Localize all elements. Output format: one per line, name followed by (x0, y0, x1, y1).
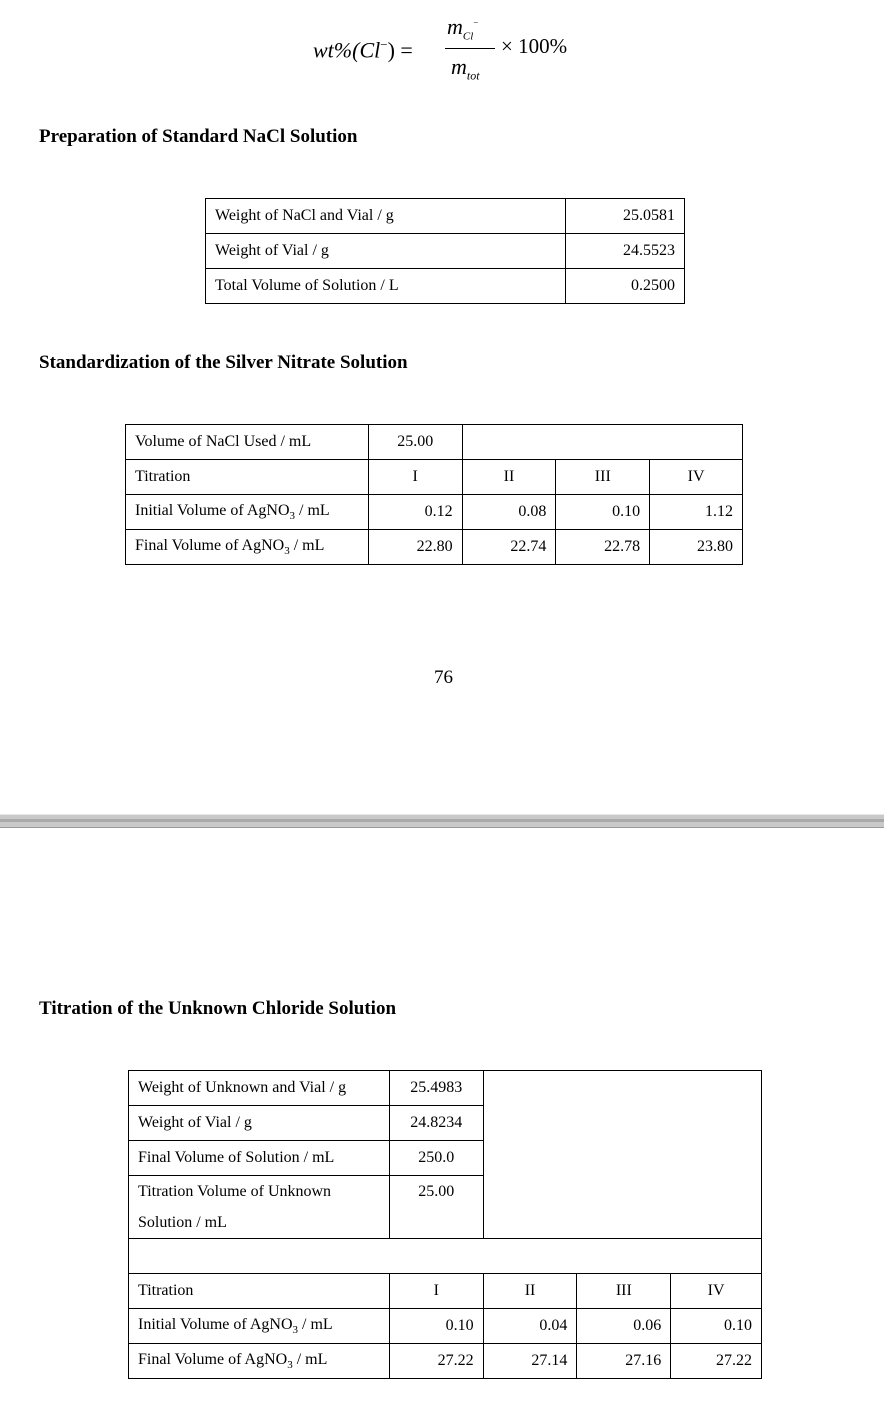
std-value: 22.74 (462, 530, 556, 565)
std-label (126, 495, 369, 530)
unknown-value: 25.4983 (389, 1071, 483, 1106)
std-label: Volume of NaCl Used / mL (126, 425, 369, 460)
unknown-label: Weight of Unknown and Vial / g (129, 1071, 390, 1106)
unknown-table (128, 1070, 762, 1379)
formula-num-m: m (447, 14, 463, 39)
page-divider (0, 814, 884, 828)
label-sub: 3 (284, 545, 290, 558)
unknown-heading: Titration of the Unknown Chloride Solution (39, 998, 397, 1019)
unknown-label (129, 1344, 390, 1379)
page-number: 76 (434, 667, 453, 688)
table-row (129, 1344, 762, 1379)
label-sub: 3 (289, 510, 296, 523)
unknown-value: 24.8234 (389, 1106, 483, 1141)
unknown-value: 0.10 (389, 1309, 483, 1344)
table-row (206, 269, 685, 304)
table-row (206, 199, 685, 234)
prep-heading: Preparation of Standard NaCl Solution (39, 126, 358, 147)
label-text: Initial Volume of AgNO (138, 1315, 293, 1333)
std-label (126, 530, 369, 565)
formula-num-sup: − (473, 17, 479, 28)
trial-header: II (483, 1274, 577, 1309)
label-text: / mL (298, 1315, 333, 1333)
prep-table (205, 198, 685, 304)
unknown-value: 25.00 (389, 1176, 483, 1239)
std-value: 25.00 (368, 425, 462, 460)
formula-den-sub: tot (466, 68, 480, 83)
formula-lhs (313, 37, 413, 63)
unknown-label: Weight of Vial / g (129, 1106, 390, 1141)
label-sub: 3 (292, 1324, 299, 1337)
unknown-label: Final Volume of Solution / mL (129, 1141, 390, 1176)
unknown-value: 0.10 (671, 1309, 762, 1344)
table-row (126, 530, 743, 565)
trial-header: IV (650, 460, 743, 495)
label-text: Initial Volume of AgNO (135, 501, 290, 519)
table-row (206, 234, 685, 269)
formula-numerator (447, 14, 478, 42)
label-line: Solution / mL (138, 1214, 227, 1231)
empty-cell (483, 1071, 761, 1239)
unknown-label: Titration (129, 1274, 390, 1309)
trial-header: II (462, 460, 556, 495)
table-row (129, 1071, 762, 1106)
label-text: / mL (292, 1350, 328, 1368)
prep-value: 25.0581 (566, 199, 685, 234)
trial-header: III (577, 1274, 671, 1309)
table-row (126, 460, 743, 495)
prep-value: 0.2500 (566, 269, 685, 304)
unknown-label (129, 1309, 390, 1344)
unknown-value: 27.22 (389, 1344, 483, 1379)
std-table (125, 424, 743, 565)
table-row (126, 425, 743, 460)
unknown-value: 250.0 (389, 1141, 483, 1176)
prep-value: 24.5523 (566, 234, 685, 269)
label-text: / mL (289, 536, 325, 554)
formula-den-m: m (451, 54, 467, 79)
trial-header: IV (671, 1274, 762, 1309)
prep-label: Weight of NaCl and Vial / g (206, 199, 566, 234)
formula-rhs: × 100% (501, 34, 568, 58)
label-sub: 3 (287, 1359, 293, 1372)
std-label: Titration (126, 460, 369, 495)
empty-cell (462, 425, 742, 460)
table-row (129, 1239, 762, 1274)
table-row (126, 495, 743, 530)
table-row (129, 1274, 762, 1309)
std-value: 0.10 (556, 495, 650, 530)
std-heading: Standardization of the Silver Nitrate Solution (39, 352, 408, 373)
label-text: / mL (295, 501, 330, 519)
std-value: 22.78 (556, 530, 650, 565)
unknown-value: 0.06 (577, 1309, 671, 1344)
formula-denominator (451, 54, 480, 83)
formula-lhs-close: ) = (387, 37, 413, 63)
formula-lhs-sup: − (380, 37, 388, 52)
unknown-value: 27.16 (577, 1344, 671, 1379)
prep-label: Total Volume of Solution / L (206, 269, 566, 304)
formula-lhs-text: wt%(Cl (313, 37, 381, 63)
unknown-value: 27.22 (671, 1344, 762, 1379)
std-value: 22.80 (368, 530, 462, 565)
std-value: 23.80 (650, 530, 743, 565)
std-value: 0.08 (462, 495, 556, 530)
prep-label: Weight of Vial / g (206, 234, 566, 269)
unknown-value: 0.04 (483, 1309, 577, 1344)
trial-header: I (368, 460, 462, 495)
std-value: 1.12 (650, 495, 743, 530)
unknown-value: 27.14 (483, 1344, 577, 1379)
empty-row (129, 1239, 762, 1274)
label-text: Final Volume of AgNO (135, 536, 285, 554)
table-row (129, 1309, 762, 1344)
fraction-bar (445, 48, 495, 49)
label-text: Final Volume of AgNO (138, 1350, 288, 1368)
trial-header: III (556, 460, 650, 495)
std-value: 0.12 (368, 495, 462, 530)
formula-num-sub: Cl (462, 30, 474, 43)
unknown-label (129, 1176, 390, 1239)
trial-header: I (389, 1274, 483, 1309)
label-line: Titration Volume of Unknown (138, 1183, 332, 1200)
